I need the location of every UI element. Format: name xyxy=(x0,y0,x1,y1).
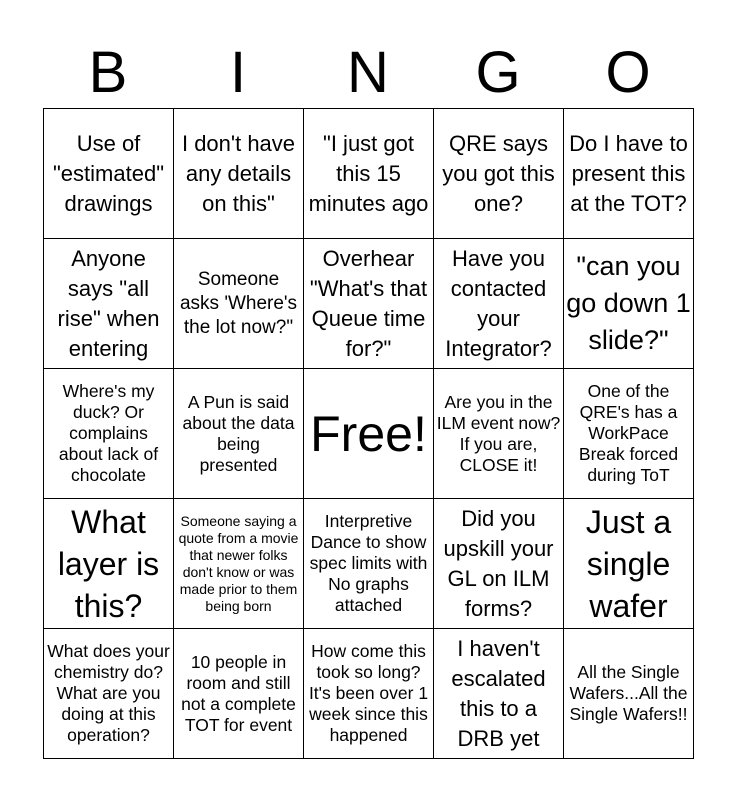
bingo-cell-text: What does your chemistry do? What are you doing at this operation? xyxy=(47,641,170,745)
bingo-cell-text: Someone asks 'Where's the lot now?" xyxy=(179,268,298,338)
free-space-cell[interactable] xyxy=(304,369,434,499)
bingo-cell-text: "I just got this 15 minutes ago xyxy=(308,130,429,216)
bingo-cell[interactable] xyxy=(564,369,694,499)
bingo-cell[interactable] xyxy=(174,109,304,239)
bingo-cell[interactable] xyxy=(174,629,304,759)
bingo-cell[interactable] xyxy=(434,369,564,499)
bingo-header xyxy=(43,38,693,108)
bingo-cell-text: Where's my duck? Or complains about lack of chocolate xyxy=(58,381,159,485)
bingo-board xyxy=(43,108,694,759)
bingo-cell-text: What layer is this? xyxy=(57,503,160,624)
bingo-cell-text: QRE says you got this one? xyxy=(442,130,555,216)
bingo-cell[interactable] xyxy=(564,629,694,759)
bingo-cell-text: Someone saying a quote from a movie that newer folks don't know or was made prior to them being born xyxy=(178,512,299,614)
bingo-cell-text: One of the QRE's has a WorkPace Break forced during ToT xyxy=(578,381,679,485)
bingo-cell[interactable] xyxy=(564,239,694,369)
bingo-board-body xyxy=(44,109,694,759)
bingo-cell[interactable] xyxy=(564,499,694,629)
bingo-cell-text: Free! xyxy=(310,405,427,462)
bingo-cell-text: Interpretive Dance to show spec limits with No graphs attached xyxy=(309,511,428,615)
bingo-cell-text: All the Single Wafers...All the Single Wafers!! xyxy=(569,662,688,724)
header-letter-n: N xyxy=(347,40,389,105)
bingo-cell-text: 10 people in room and still not a complete TOT for event xyxy=(181,651,296,735)
bingo-cell-text: Just a single wafer xyxy=(585,503,672,624)
header-letter-g: G xyxy=(475,40,521,105)
bingo-cell-text: A Pun is said about the data being presented xyxy=(182,391,295,475)
board-row xyxy=(44,109,694,239)
bingo-cell-text: Anyone says "all rise" when entering xyxy=(57,245,160,361)
header-letter-i: I xyxy=(229,40,247,105)
bingo-cell-text: Are you in the ILM event now? If you are, CLOSE it! xyxy=(436,391,561,475)
bingo-cell[interactable] xyxy=(44,109,174,239)
bingo-cell[interactable] xyxy=(434,109,564,239)
bingo-cell-text: Use of "estimated" drawings xyxy=(53,130,164,216)
bingo-cell[interactable] xyxy=(304,499,434,629)
bingo-cell-text: I don't have any details on this" xyxy=(181,130,296,216)
board-row xyxy=(44,499,694,629)
bingo-cell-text: Did you upskill your GL on ILM forms? xyxy=(443,505,554,621)
bingo-cell[interactable] xyxy=(434,239,564,369)
bingo-cell[interactable] xyxy=(44,499,174,629)
bingo-cell[interactable] xyxy=(44,239,174,369)
bingo-cell-text: "can you go down 1 slide?" xyxy=(566,251,691,355)
bingo-cell[interactable] xyxy=(304,109,434,239)
bingo-cell[interactable] xyxy=(304,629,434,759)
bingo-cell[interactable] xyxy=(174,499,304,629)
bingo-cell[interactable] xyxy=(434,629,564,759)
bingo-cell[interactable] xyxy=(434,499,564,629)
bingo-cell[interactable] xyxy=(564,109,694,239)
header-letter-b: B xyxy=(88,40,128,105)
bingo-cell[interactable] xyxy=(304,239,434,369)
bingo-cell-text: Overhear "What's that Queue time for?" xyxy=(309,245,428,361)
bingo-cell-text: Do I have to present this at the TOT? xyxy=(569,130,688,216)
bingo-cell[interactable] xyxy=(44,369,174,499)
bingo-cell[interactable] xyxy=(174,239,304,369)
bingo-cell-text: How come this took so long? It's been over 1 week since this happened xyxy=(308,641,429,745)
board-row xyxy=(44,629,694,759)
bingo-cell-text: I haven't escalated this to a DRB yet xyxy=(451,635,546,751)
bingo-cell[interactable] xyxy=(174,369,304,499)
board-row xyxy=(44,369,694,499)
bingo-cell[interactable] xyxy=(44,629,174,759)
board-row xyxy=(44,239,694,369)
header-letter-o: O xyxy=(605,40,651,105)
bingo-cell-text: Have you contacted your Integrator? xyxy=(445,245,552,361)
